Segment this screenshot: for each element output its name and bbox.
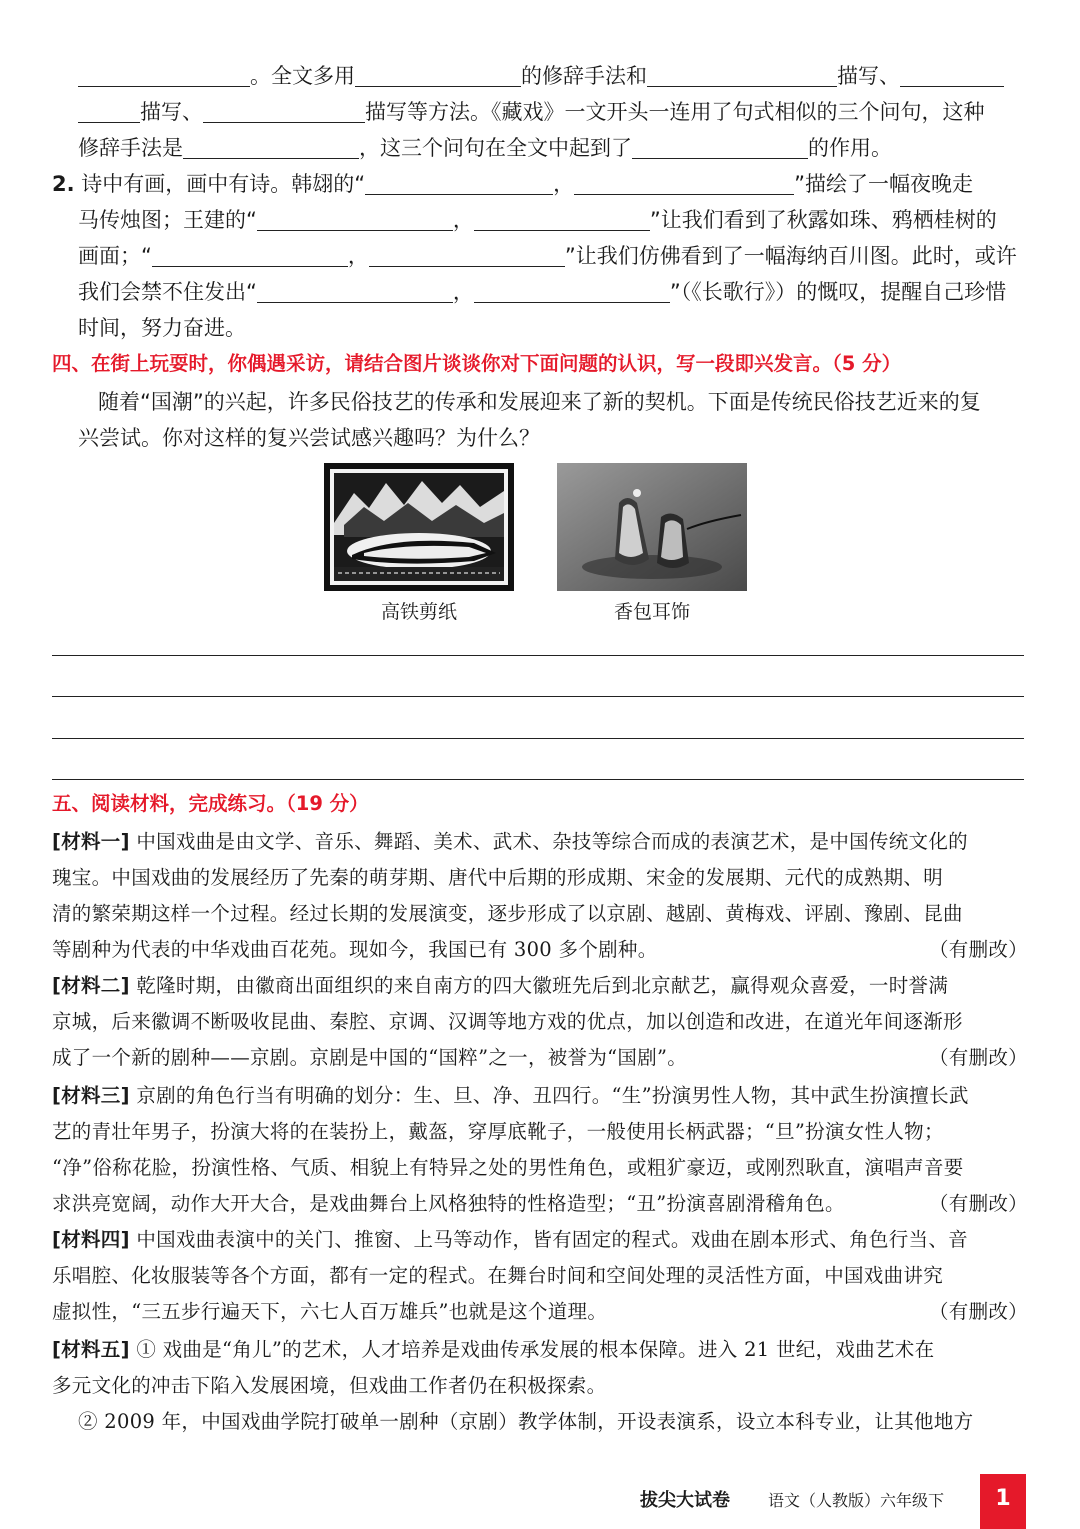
q2-line-1: 2. 诗中有画，画中有诗。韩翃的“ ， ”描绘了一幅夜晚走 bbox=[52, 172, 974, 196]
answer-blank[interactable] bbox=[574, 170, 794, 195]
answer-blank[interactable] bbox=[474, 206, 650, 231]
q2-line-3: 画面；“ ， ”让我们仿佛看到了一幅海纳百川图。此时，或许 bbox=[78, 244, 1017, 268]
footer-subtitle: 语文（人教版）六年级下 bbox=[768, 1491, 945, 1510]
answer-blank[interactable] bbox=[355, 62, 521, 87]
section-4-para-1: 随着“国潮”的兴起，许多民俗技艺的传承和发展迎来了新的契机。下面是传统民俗技艺近来的复 bbox=[98, 390, 981, 414]
material-label: [材料一] bbox=[52, 830, 130, 853]
material-label: [材料五] bbox=[52, 1338, 130, 1361]
answer-blank[interactable] bbox=[900, 62, 1004, 87]
figure-caption: 高铁剪纸 bbox=[380, 601, 457, 623]
material-3-line-3: “净”俗称花脸，扮演性格、气质、相貌上有特异之处的男性角色，或粗犷豪迈，或刚烈耿直，演唱声音要 bbox=[52, 1156, 964, 1179]
material-4-line-2: 乐唱腔、化妆服装等各个方面，都有一定的程式。在舞台时间和空间处理的灵活性方面，中国戏曲讲究 bbox=[52, 1264, 944, 1287]
edited-note: （有删改） bbox=[928, 1046, 1028, 1069]
answer-blank[interactable] bbox=[365, 170, 553, 195]
writing-line[interactable] bbox=[52, 655, 1024, 656]
answer-blank[interactable] bbox=[183, 134, 359, 159]
q1-line-3: 修辞手法是 ，这三个问句在全文中起到了 的作用。 bbox=[78, 136, 892, 160]
answer-blank[interactable] bbox=[152, 242, 348, 267]
answer-blank[interactable] bbox=[257, 206, 453, 231]
page-number: 1 bbox=[980, 1474, 1026, 1529]
writing-line[interactable] bbox=[52, 779, 1024, 780]
material-label: [材料二] bbox=[52, 974, 130, 997]
q1-line-1: 。全文多用 的修辞手法和 描写、 bbox=[78, 58, 1028, 94]
figure-sachet bbox=[557, 463, 747, 623]
material-1-line-1: [材料一] 中国戏曲是由文学、音乐、舞蹈、美术、武术、杂技等综合而成的表演艺术，是中国传统文化的 bbox=[52, 830, 968, 853]
material-5-line-3: ② 2009 年，中国戏曲学院打破单一剧种（京剧）教学体制，开设表演系，设立本科专业，让其他地方 bbox=[78, 1410, 974, 1433]
q2-line-5: 时间，努力奋进。 bbox=[78, 316, 246, 340]
papercut-train-image bbox=[324, 463, 514, 591]
material-3-line-2: 艺的青壮年男子，扮演大将的在装扮上，戴盔，穿厚底靴子，一般使用长柄武器；“旦”扮演女性人物； bbox=[52, 1120, 944, 1143]
material-4-line-1: [材料四] 中国戏曲表演中的关门、推窗、上马等动作，皆有固定的程式。戏曲在剧本形式、角色行当、音 bbox=[52, 1228, 968, 1251]
material-5-line-2: 多元文化的冲击下陷入发展困境，但戏曲工作者仍在积极探索。 bbox=[52, 1374, 607, 1397]
material-5-line-1: [材料五] ① 戏曲是“角儿”的艺术，人才培养是戏曲传承发展的根本保障。进入 21 世纪，戏曲艺术在 bbox=[52, 1338, 935, 1361]
material-3-line-4: 求洪亮宽阔，动作大开大合，是戏曲舞台上风格独特的性格造型；“丑”扮演喜剧滑稽角色。 （有删改） bbox=[52, 1186, 1028, 1222]
answer-blank[interactable] bbox=[369, 242, 565, 267]
q2-line-2: 马传烛图；王建的“ ， ”让我们看到了秋露如珠、鸦栖桂树的 bbox=[78, 208, 997, 232]
answer-blank[interactable] bbox=[78, 62, 250, 87]
section-4-heading: 四、在街上玩耍时，你偶遇采访，请结合图片谈谈你对下面问题的认识，写一段即兴发言。（5 分） bbox=[52, 352, 902, 375]
edited-note: （有删改） bbox=[928, 1192, 1028, 1215]
material-4-line-3: 虚拟性，“三五步行遍天下，六七人百万雄兵”也就是这个道理。 （有删改） bbox=[52, 1294, 1028, 1330]
writing-line[interactable] bbox=[52, 696, 1024, 697]
answer-blank[interactable] bbox=[474, 278, 670, 303]
question-number: 2. bbox=[52, 172, 75, 196]
answer-blank[interactable] bbox=[647, 62, 837, 87]
footer-brand: 拔尖大试卷 bbox=[640, 1490, 730, 1511]
material-2-line-2: 京城，后来徽调不断吸收昆曲、秦腔、京调、汉调等地方戏的优点，加以创造和改进，在道光年间逐渐形 bbox=[52, 1010, 963, 1033]
material-label: [材料三] bbox=[52, 1084, 130, 1107]
material-2-line-1: [材料二] 乾隆时期，由徽商出面组织的来自南方的四大徽班先后到北京献艺，赢得观众喜爱，一时誉满 bbox=[52, 974, 949, 997]
answer-blank[interactable] bbox=[632, 134, 808, 159]
material-1-line-3: 清的繁荣期这样一个过程。经过长期的发展演变，逐步形成了以京剧、越剧、黄梅戏、评剧、豫剧、昆曲 bbox=[52, 902, 963, 925]
answer-blank[interactable] bbox=[257, 278, 453, 303]
material-label: [材料四] bbox=[52, 1228, 130, 1251]
material-1-line-4: 等剧种为代表的中华戏曲百花苑。现如今，我国已有 300 多个剧种。 （有删改） bbox=[52, 932, 1028, 968]
figure-papercut bbox=[324, 463, 514, 623]
material-3-line-1: [材料三] 京剧的角色行当有明确的划分：生、旦、净、丑四行。“生”扮演男性人物，其中武生扮演擅长武 bbox=[52, 1084, 969, 1107]
writing-line[interactable] bbox=[52, 738, 1024, 739]
answer-blank[interactable] bbox=[203, 98, 365, 123]
section-5-heading: 五、阅读材料，完成练习。（19 分） bbox=[52, 792, 369, 815]
figure-caption: 香包耳饰 bbox=[613, 601, 690, 623]
answer-blank[interactable] bbox=[78, 98, 140, 123]
q1-line-2: 描写、 描写等方法。《藏戏》一文开头一连用了句式相似的三个问句，这种 bbox=[78, 94, 1028, 130]
material-2-line-3: 成了一个新的剧种——京剧。京剧是中国的“国粹”之一，被誉为“国剧”。 （有删改） bbox=[52, 1040, 1028, 1076]
sachet-earring-image bbox=[557, 463, 747, 591]
section-4-para-2: 兴尝试。你对这样的复兴尝试感兴趣吗？为什么？ bbox=[78, 426, 540, 450]
q2-line-4: 我们会禁不住发出“ ， ”（《长歌行》）的慨叹，提醒自己珍惜 bbox=[78, 280, 1007, 304]
edited-note: （有删改） bbox=[928, 938, 1028, 961]
edited-note: （有删改） bbox=[928, 1300, 1028, 1323]
material-1-line-2: 瑰宝。中国戏曲的发展经历了先秦的萌芽期、唐代中后期的形成期、宋金的发展期、元代的成熟期、明 bbox=[52, 866, 944, 889]
